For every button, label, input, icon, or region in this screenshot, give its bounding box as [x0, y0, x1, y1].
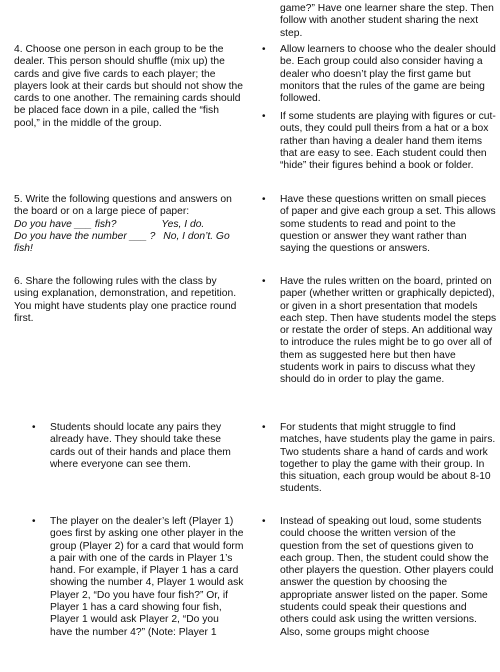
tip-dealer-text: Allow learners to choose who the dealer should be. Each group could also consider having a dealer who doesn’t play the first game but monitors that the rules of the game are being followed. [280, 44, 496, 105]
bullet-icon: • [262, 422, 266, 433]
tip-figures-text: If some students are playing with figures or cut-outs, they could pull theirs from a hat or a box rather than having a dealer hand them items that are easy to see. Each student could then “hide” their figures behind a book or folder. [280, 111, 496, 172]
tip-written [262, 516, 497, 639]
tip-rules [262, 276, 497, 387]
tip-pairs-text: For students that might struggle to find matches, have students play the game in pairs. Two students share a hand of cards and work together to play the game with their group. In this situation, each group would be about 8-10 students. [280, 422, 496, 495]
question-1: Do you have ___ fish? [14, 218, 117, 230]
tip-questions [262, 194, 497, 255]
bullet-icon: • [262, 44, 266, 55]
bullet-icon: • [262, 194, 266, 205]
tip-pairs [262, 422, 497, 496]
adaptations-column [252, 0, 500, 672]
tip-rules-text: Have the rules written on the board, printed on paper (whether written or graphically depicted), or given in a short presentation that models each step. Then have students model the steps or restate the order of steps. An additional way to introduce the rules might be to go over all of them as suggested here but then have students work in pairs to discuss what they should do in order to play the game. [280, 276, 497, 386]
bullet-icon: • [262, 516, 266, 527]
step-5-question-answer-1 [14, 219, 244, 231]
tip-questions-text: Have these questions written on small pieces of paper and give each group a set. This allows some students to read and point to the question or answer they want rather than saying the questions or answers. [280, 194, 496, 255]
step-5-questions [14, 194, 244, 255]
step-5-text: 5. Write the following questions and answers on the board or on a large piece of paper: [14, 194, 232, 218]
tip-figures [262, 111, 497, 172]
question-2: Do you have the number ___ ? [14, 230, 156, 242]
bullet-icon: • [262, 111, 266, 122]
continued-text: game?” Have one learner share the step. Then follow with another student sharing the next step. [280, 3, 494, 39]
step-4-dealer: 4. Choose one person in each group to be the dealer. This person should shuffle (mix up) the cards and give five cards to each player; the players look at their cards but should not show the cards to one another. The remaining cards should be placed face down in a pile, called the “fish pool,” in the middle of the group. [14, 44, 243, 129]
answer-1: Yes, I do. [161, 218, 205, 230]
step-6-rules: 6. Share the following rules with the class by using explanation, demonstration, and repetition. You might have students play one practice round first. [14, 276, 237, 324]
answer-2: No, I don’t. Go fish! [14, 230, 230, 255]
rule-player-one [32, 516, 244, 639]
rule-locate-pairs [32, 422, 244, 471]
bullet-icon: • [32, 422, 36, 433]
bullet-icon: • [262, 276, 266, 287]
tip-dealer [262, 44, 497, 105]
tip-written-text: Instead of speaking out loud, some students could choose the written version of the question from the set of questions given to each group. Then, the student could show the other players the question. Other players could answer the question by choosing the appropriate answer listed on the paper. Some students could speak their questions and others could ask using the written versions. Also, some groups might choose [280, 516, 494, 638]
rule-locate-pairs-text: Students should locate any pairs they already have. They should take these cards out of their hands and place them where everyone can see them. [50, 422, 231, 470]
bullet-icon: • [32, 516, 36, 527]
rule-player-one-text: The player on the dealer’s left (Player 1) goes first by asking one other player in the group (Player 2) for a card that would form a pair with one of the cards in Player 1’s hand. For example, if Player 1 has a card showing the number 4, Player 1 would ask Player 2, “Do you have four fish?” Or, if Player 1 has a card showing four fish, Player 1 would ask Player 2, “Do you have the number 4?” (Note: Player 1 [50, 516, 244, 638]
step-5-question-answer-2 [14, 231, 244, 256]
